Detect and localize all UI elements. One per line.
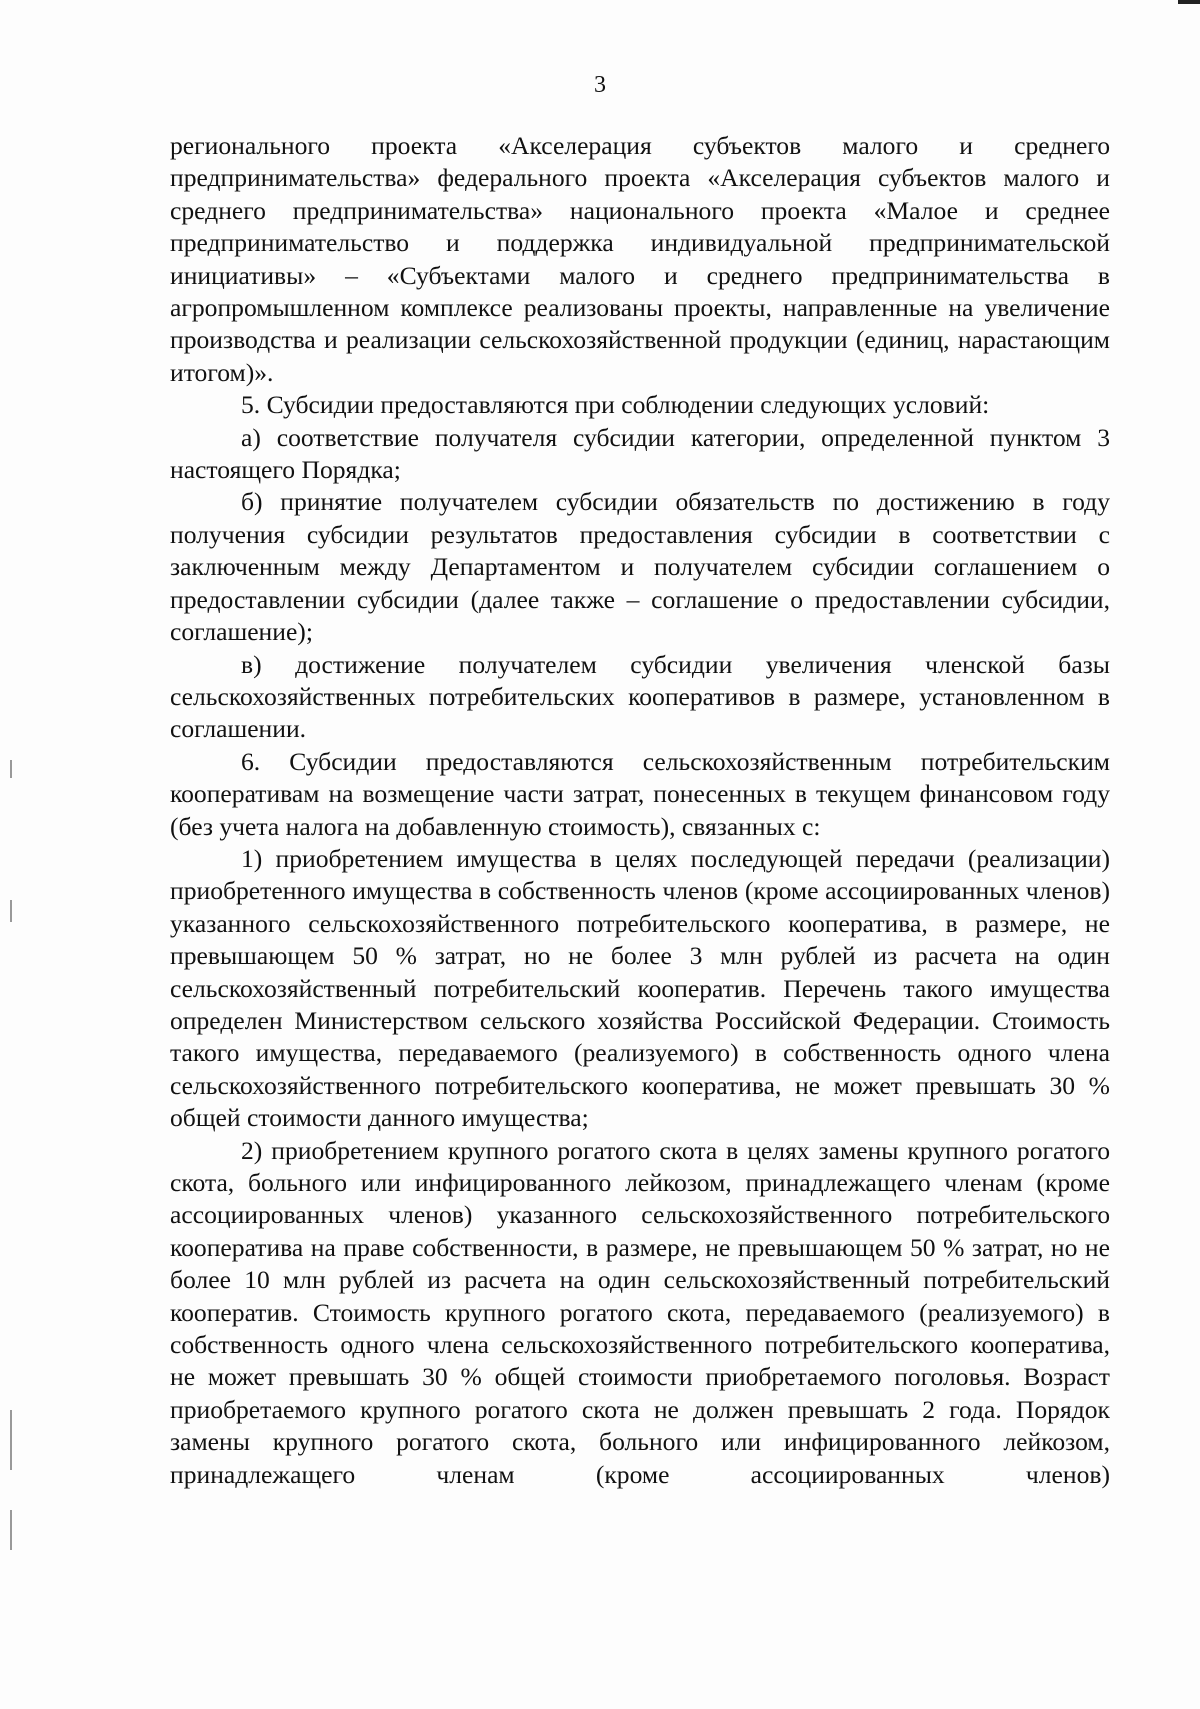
scan-speck (10, 760, 12, 778)
scan-speck (10, 1510, 12, 1550)
scan-speck (10, 900, 12, 922)
scan-corner-mark (1178, 0, 1200, 4)
paragraph-item-6-2: 2) приобретением крупного рогатого скота в целях замены крупного рогатого скота, больного или инфицированного лейкозом, принадлежащего членам (кроме ассоциированных членов) указанного сельскохозяйственного потребительского кооператива на праве собственности, в размере, не превышающем 50 % затрат, но не более 10 млн рублей из расчета на один сельскохозяйственный потребительский кооператив. Стоимость крупного рогатого скота, передаваемого (реализуемого) в собственность одного члена сельскохозяйственного потребительского кооператива, не может превышать 30 % общей стоимости приобретаемого поголовья. Возраст приобретаемого крупного рогатого скота не должен превышать 2 года. Порядок замены крупного рогатого скота, больного или инфицированного лейкозом, принадлежащего членам (кроме ассоциированных членов) (170, 1135, 1110, 1489)
scan-speck (10, 1410, 12, 1470)
paragraph-item-5a: а) соответствие получателя субсидии категории, определенной пунктом 3 настоящего Порядка; (170, 422, 1110, 485)
page-number: 3 (594, 72, 606, 98)
paragraph-item-5: 5. Субсидии предоставляются при соблюдении следующих условий: (241, 390, 990, 420)
paragraph-item-6: 6. Субсидии предоставляются сельскохозяйственным потребительским кооперативам на возмещение части затрат, понесенных в текущем финансовом году (без учета налога на добавленную стоимость), связанных с: (170, 746, 1110, 841)
paragraph-item-5b: б) принятие получателем субсидии обязательств по достижению в году получения субсидии результатов предоставления субсидии в соответствии с заключенным между Департаментом и получателем субсидии соглашением о предоставлении субсидии (далее также – соглашение о предоставлении субсидии, соглашение); (170, 487, 1110, 647)
paragraph-item-5v: в) достижение получателем субсидии увеличения членской базы сельскохозяйственных потребительских кооперативов в размере, установленном в соглашении. (170, 649, 1110, 744)
document-body (170, 130, 1110, 1491)
paragraph-project-continuation: регионального проекта «Акселерация субъектов малого и среднего предпринимательства» федерального проекта «Акселерация субъектов малого и среднего предпринимательства» национального проекта «Малое и среднее предпринимательство и поддержка индивидуальной предпринимательской инициативы» – «Субъектами малого и среднего предпринимательства в агропромышленном комплексе реализованы проекты, направленные на увеличение производства и реализации сельскохозяйственной продукции (единиц, нарастающим итогом)». (170, 131, 1110, 387)
paragraph-item-6-1: 1) приобретением имущества в целях последующей передачи (реализации) приобретенного имущества в собственность членов (кроме ассоциированных членов) указанного сельскохозяйственного потребительского кооператива, в размере, не превышающем 50 % затрат, но не более 3 млн рублей из расчета на один сельскохозяйственный потребительский кооператив. Перечень такого имущества определен Министерством сельского хозяйства Российской Федерации. Стоимость такого имущества, передаваемого (реализуемого) в собственность одного члена сельскохозяйственного потребительского кооператива, не может превышать 30 % общей стоимости данного имущества; (170, 843, 1110, 1133)
